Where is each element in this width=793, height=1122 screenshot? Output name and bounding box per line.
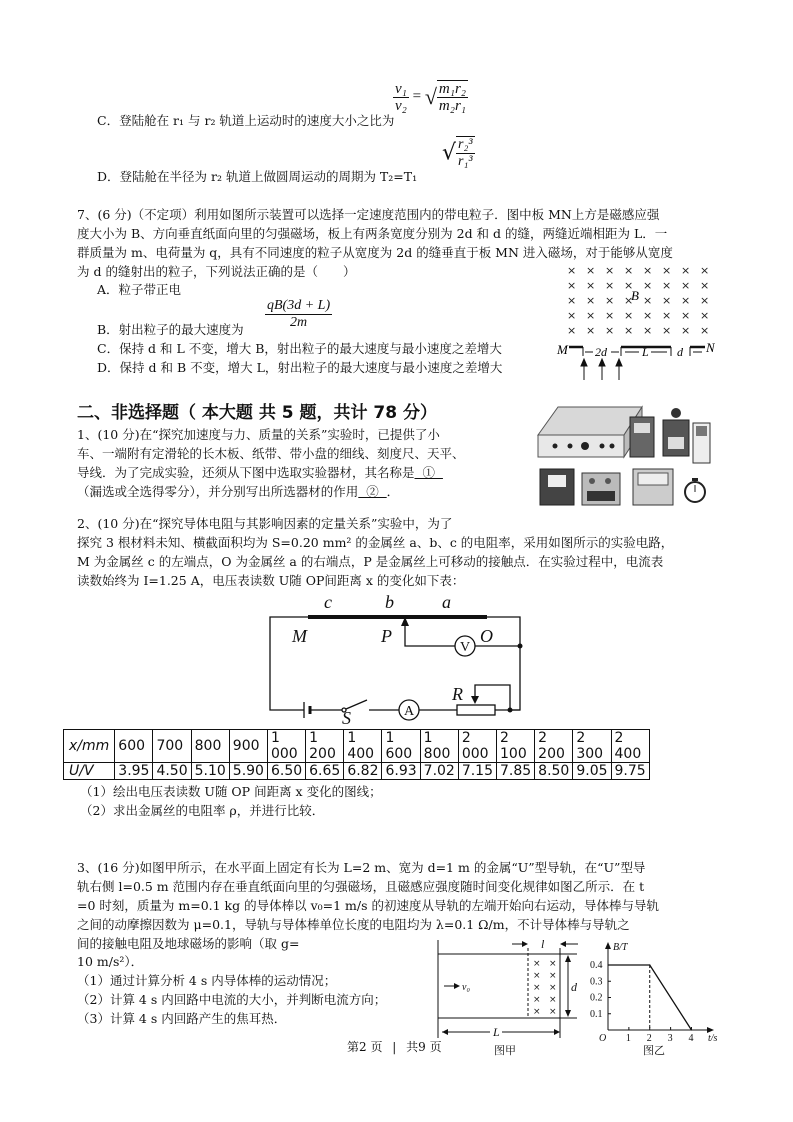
y-axis-label: B/T [613, 942, 628, 953]
footer-sep: | [392, 1040, 397, 1054]
cross-mark: × [643, 264, 653, 277]
cross-mark: × [681, 324, 691, 337]
label-b: b [385, 592, 394, 612]
meter-icon-3 [633, 469, 673, 505]
table-cell-x-top: 2 [614, 730, 624, 746]
table-cell-u: 4.50 [153, 763, 191, 780]
voltmeter-label: V [459, 640, 471, 655]
rheostat-arrow [471, 696, 479, 704]
p2-line-4: 读数始终为 I=1.25 A，电压表读数 U随 OP间距离 x 的变化如下表： [77, 573, 465, 588]
label-N: N [706, 340, 715, 355]
formula-v2: v₂ [395, 97, 407, 114]
p1-line-3 [77, 464, 443, 482]
cross-mark: × [624, 324, 634, 337]
label-L: L [642, 345, 649, 359]
table-cell-x [267, 730, 305, 763]
table-cell-x-bottom: 000 [461, 746, 489, 762]
spark-timer-icon [663, 408, 689, 456]
table-cell-x-bottom: 800 [423, 746, 451, 762]
cross-mark: × [605, 264, 615, 277]
q7-stem-line-4: 为 d 的缝射出的粒子，下列说法正确的是（ ） [77, 264, 356, 279]
q6-option-c [97, 112, 394, 130]
table-cell-x-bottom: 400 [347, 746, 375, 762]
y-axis-arrow [605, 942, 611, 949]
table-cell-x [229, 730, 267, 763]
cross-mark: × [700, 309, 710, 322]
p2-line-3: M 为金属丝 c 的左端点，O 为金属丝 a 的右端点，P 是金属丝上可移动的接触点．在实验过程中，电流表 [77, 554, 664, 569]
q7-option-b: B．射出粒子的最大速度为 [97, 322, 244, 337]
p3-line-5: 间的接触电阻及地球磁场的影响（取 g= [77, 936, 300, 951]
table-cell-x-bottom: 000 [270, 746, 298, 762]
x-tick-label: 1 [625, 1033, 631, 1044]
label-v0: v₀ [462, 982, 470, 993]
label-M: M [292, 626, 307, 646]
p1-end-period: ． [386, 484, 400, 499]
table-cell-x-top: 1 [309, 730, 319, 746]
table-cell-x-top: 2 [538, 730, 548, 746]
q7-option-d: D．保持 d 和 B 不变，增大 L，射出粒子的最大速度与最小速度之差增大 [97, 360, 503, 375]
cross-mark: × [549, 959, 557, 969]
table-cell-x [573, 730, 611, 763]
p2-sub-2: （2）求出金属丝的电阻率 ρ，并进行比较． [80, 803, 325, 818]
table-cell-x-top: 2 [500, 730, 509, 746]
formula-qb3dl: qB(3d + L) [267, 298, 331, 313]
table-cell-u: 3.95 [115, 763, 153, 780]
cross-mark: × [681, 279, 691, 292]
cross-mark: × [605, 279, 615, 292]
section-2-title: 二、非选择题（ 本大题 共 5 题，共计 78 分） [77, 403, 437, 423]
power-supply-icon [538, 407, 642, 457]
q6-option-d-text: D．登陆舱在半径为 r₂ 轨道上做圆周运动的周期为 T₂=T₁ [97, 169, 418, 184]
cross-mark: × [624, 264, 634, 277]
ammeter-label: A [403, 704, 415, 719]
q7-stem-line-2: 度大小为 B、方向垂直纸面向里的匀强磁场，板上有两条宽度分别为 2d 和 d 的缝，两缝近端相距为 L．一 [77, 226, 668, 241]
table-cell-x [420, 730, 458, 763]
p1-line-1: 1、(10 分)在“探究加速度与力、质量的关系”实验时，已提供了小 [77, 427, 440, 442]
x-tick-label: 2 [646, 1033, 652, 1044]
cross-mark: × [533, 1007, 541, 1017]
table-row-u [64, 763, 650, 780]
formula-m1r2: m₁r₂ [438, 81, 467, 97]
cross-mark: × [567, 324, 577, 337]
cross-mark: × [549, 995, 557, 1005]
q6-option-d-formula: √ $\frac{\text{r₂³}}{\text{r₁³}}$ [442, 137, 473, 169]
table-cell-u: 6.82 [344, 763, 382, 780]
label-c: c [324, 592, 332, 612]
cross-mark: × [605, 324, 615, 337]
label-B: B [631, 288, 639, 303]
cross-mark: × [624, 294, 634, 307]
cross-mark: × [586, 279, 596, 292]
footer-page: 第2 页 [347, 1040, 383, 1054]
formula-r1-cubed: r₁³ [458, 154, 473, 169]
y-tick-label: 0.2 [590, 992, 603, 1004]
cross-mark: × [586, 294, 596, 307]
p3-sub-3: （3）计算 4 s 内回路产生的焦耳热． [77, 1011, 287, 1026]
label-d: d [571, 980, 577, 994]
table-row-x [64, 730, 650, 763]
q7-option-a: A．粒子带正电 [97, 282, 182, 297]
table-cell-u: 9.05 [573, 763, 611, 780]
formula-m2r1: m₂r₁ [438, 98, 467, 114]
table-cell-u: 8.50 [535, 763, 573, 780]
cross-mark: × [700, 264, 710, 277]
label-d: d [677, 345, 683, 359]
p3-line-4: 之间的动摩擦因数为 μ=0.1，导轨与导体棒单位长度的电阻均为 λ=0.1 Ω/m，不计导体棒与导轨之 [77, 917, 630, 932]
table-cell-x [535, 730, 573, 763]
table-cell-x-bottom: 700 [156, 738, 184, 754]
voltmeter-lead [405, 617, 455, 646]
p3-line-3: =0 时刻，质量为 m=0.1 kg 的导体棒以 v₀=1 m/s 的初速度从导轨的左端开始向右运动，导体棒与导轨 [77, 898, 660, 913]
label-P: P [381, 626, 392, 646]
cross-mark: × [662, 324, 672, 337]
table-cell-u: 9.75 [611, 763, 649, 780]
stopwatch-icon [685, 478, 705, 502]
formula-r2-cubed: r₂³ [458, 137, 473, 152]
table-cell-x-top: 1 [385, 730, 395, 746]
p3-sub-1: （1）通过计算分析 4 s 内导体棒的运动情况； [77, 973, 337, 988]
label-R: R [452, 684, 463, 704]
fig-jia-crosses [533, 959, 557, 1017]
table-header-u: U/V [64, 763, 115, 780]
cross-mark: × [533, 995, 541, 1005]
meter-icon-2 [582, 473, 620, 505]
q6-option-c-formula: $\frac{\text{v₁}}{\text{v₂}}$ = √ $\frac{\text{m₁r₂}}{\text{m₂r₁}}$ [395, 80, 467, 114]
cross-mark: × [681, 294, 691, 307]
table-cell-x [344, 730, 382, 763]
p1-equipment-photo [530, 395, 720, 507]
p3-sub-2: （2）计算 4 s 内回路中电流的大小，并判断电流方向； [77, 992, 387, 1007]
table-cell-x-bottom: 600 [118, 738, 146, 754]
table-cell-x [382, 730, 420, 763]
cross-mark: × [624, 309, 634, 322]
q6-option-c-text: C．登陆舱在 r₁ 与 r₂ 轨道上运动时的速度大小之比为 [97, 113, 395, 128]
cross-mark: × [586, 264, 596, 277]
table-cell-x-bottom: 900 [232, 738, 260, 754]
p2-line-1: 2、(10 分)在“探究导体电阻与其影响因素的定量关系”实验中，为了 [77, 516, 453, 531]
ticker-tape-icon [693, 423, 710, 463]
table-cell-u: 7.15 [458, 763, 496, 780]
q7-option-b-formula [265, 298, 332, 331]
x-tick-label: 4 [688, 1033, 694, 1044]
q7-magnetic-field-figure [545, 262, 715, 384]
cross-mark: × [662, 309, 672, 322]
formula-eq: = [412, 88, 422, 105]
y-tick-label: 0.3 [590, 976, 603, 988]
cross-mark: × [681, 264, 691, 277]
cross-mark: × [549, 983, 557, 993]
table-cell-x [611, 730, 649, 763]
data-point [691, 1029, 692, 1030]
cross-mark: × [567, 294, 577, 307]
table-cell-x [153, 730, 191, 763]
label-O: O [480, 626, 493, 646]
cross-mark: × [567, 279, 577, 292]
table-cell-x-top: 1 [347, 730, 357, 746]
formula-2m: 2m [289, 315, 308, 330]
meter-icon-1 [540, 469, 574, 505]
switch-blade [346, 700, 367, 709]
label-M: M [557, 342, 568, 357]
particle-arrows [581, 359, 622, 380]
page-footer [347, 1038, 442, 1056]
q6-option-d [97, 168, 417, 186]
cross-mark: × [662, 294, 672, 307]
cross-mark: × [643, 309, 653, 322]
fig-jia-rail [432, 938, 582, 1056]
p3-line-6: 10 m/s²）． [77, 954, 144, 969]
cross-mark: × [605, 309, 615, 322]
x-axis-label: t/s [708, 1033, 718, 1044]
origin-label: O [599, 1033, 607, 1044]
fig-yi-caption: 图乙 [643, 1044, 665, 1056]
y-tick-label: 0.4 [590, 960, 603, 971]
cross-mark: × [533, 971, 541, 981]
label-a: a [442, 592, 451, 612]
table-cell-u: 7.02 [420, 763, 458, 780]
p1-line-2: 车、一端附有定滑轮的长木板、纸带、带小盘的细线、刻度尺、天平、 [77, 446, 465, 461]
cross-mark: × [549, 971, 557, 981]
p2-circuit-diagram [262, 590, 532, 725]
table-cell-x [115, 730, 153, 763]
p1-line-4-text: （漏选或全选得零分），并分别写出所选器材的作用 [77, 484, 359, 499]
table-cell-x-bottom: 600 [385, 746, 413, 762]
cross-mark: × [567, 264, 577, 277]
table-cell-x-bottom: 400 [614, 746, 642, 762]
cross-mark: × [586, 324, 596, 337]
p1-line-3-text: 导线．为了完成实验，还须从下图中选取实验器材，其名称是 [77, 465, 415, 480]
cross-mark: × [700, 294, 710, 307]
cross-mark: × [643, 294, 653, 307]
cross-mark: × [549, 1007, 557, 1017]
fig-yi-chart [586, 938, 720, 1056]
label-L: L [493, 1025, 500, 1039]
label-l: l [541, 938, 545, 951]
table-cell-x-bottom: 300 [576, 746, 604, 762]
y-tick-label: 0.1 [590, 1008, 603, 1020]
cross-mark: × [700, 324, 710, 337]
table-cell-x-bottom: 200 [538, 746, 565, 762]
table-cell-u: 5.10 [191, 763, 229, 780]
q7-stem-line-1: 7、(6 分)（不定项）利用如图所示装置可以选择一定速度范围内的带电粒子．图中板 MN上方是磁感应强 [77, 207, 660, 222]
table-cell-u: 6.65 [306, 763, 344, 780]
table-cell-u: 6.93 [382, 763, 420, 780]
cross-mark: × [662, 279, 672, 292]
timer-icon [630, 417, 654, 457]
rheostat-icon [457, 705, 495, 715]
fig-jia-caption: 图甲 [494, 1044, 516, 1056]
data-point [607, 964, 608, 965]
cross-mark: × [643, 279, 653, 292]
table-cell-x [497, 730, 535, 763]
p1-blank-1: ① [414, 465, 443, 480]
table-cell-x-top: 2 [461, 730, 471, 746]
table-header-x: x/mm [64, 730, 115, 763]
table-cell-x-top: 2 [576, 730, 586, 746]
cross-mark: × [533, 959, 541, 969]
formula-v1: v₁ [395, 80, 407, 97]
table-cell-x-bottom: 100 [500, 746, 527, 762]
p3-line-2: 轨右侧 l=0.5 m 范围内存在垂直纸面向里的匀强磁场，且磁感应强度随时间变化规律如图乙所示．在 t [77, 879, 645, 894]
table-cell-x [458, 730, 496, 763]
x-tick-label: 3 [667, 1033, 673, 1044]
p3-line-1: 3、(16 分)如图甲所示，在水平面上固定有长为 L=2 m、宽为 d=1 m 的金属“U”型导轨，在“U”型导 [77, 860, 646, 875]
table-cell-u: 5.90 [229, 763, 267, 780]
p1-line-4 [77, 483, 399, 501]
p2-sub-1: （1）绘出电压表读数 U随 OP 间距离 x 变化的图线； [80, 784, 382, 799]
p2-line-2: 探究 3 根材料未知、横截面积均为 S=0.20 mm² 的金属丝 a、b、c 的电阻率，采用如图所示的实验电路， [77, 535, 674, 550]
cross-mark: × [567, 309, 577, 322]
table-cell-x-bottom: 800 [194, 738, 222, 754]
footer-total: 共9 页 [406, 1040, 442, 1054]
table-cell-x [306, 730, 344, 763]
cross-mark: × [605, 294, 615, 307]
p1-blank-2: ② [358, 484, 387, 499]
table-cell-u: 7.85 [497, 763, 535, 780]
cross-mark: × [643, 324, 653, 337]
p2-data-table [63, 729, 650, 780]
cross-mark: × [662, 264, 672, 277]
table-cell-x-top: 1 [270, 730, 280, 746]
table-cell-x-bottom: 200 [309, 746, 336, 762]
cross-mark: × [700, 279, 710, 292]
label-S: S [342, 708, 351, 725]
cross-mark: × [681, 309, 691, 322]
q7-stem-line-3: 群质量为 m、电荷量为 q，具有不同速度的粒子从宽度为 2d 的缝垂直于板 MN 进入磁场，对于能够从宽度 [77, 245, 673, 260]
label-2d: 2d [595, 345, 607, 359]
table-cell-x-top: 1 [423, 730, 433, 746]
cross-mark: × [586, 309, 596, 322]
table-cell-u: 6.50 [267, 763, 305, 780]
cross-mark: × [533, 983, 541, 993]
cross-mark: × [624, 279, 634, 292]
q7-option-c: C．保持 d 和 L 不变，增大 B，射出粒子的最大速度与最小速度之差增大 [97, 341, 502, 356]
table-cell-x [191, 730, 229, 763]
